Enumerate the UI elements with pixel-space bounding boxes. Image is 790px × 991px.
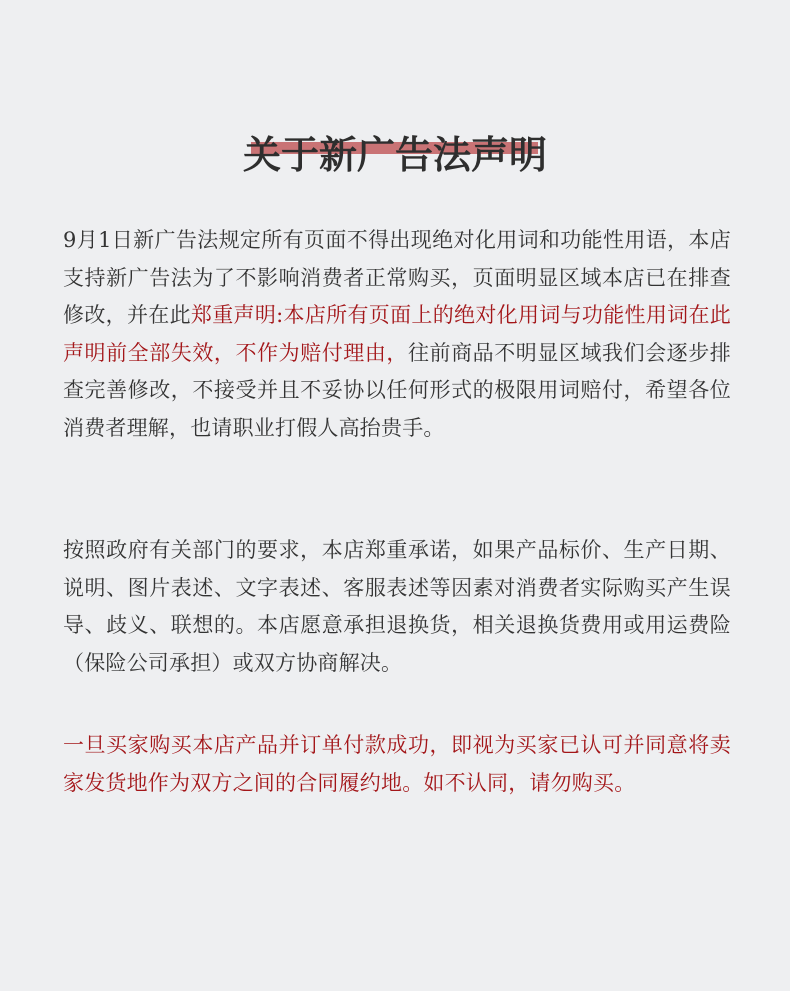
page-title: 关于新广告法声明 <box>242 132 547 178</box>
paragraph-ad-law-intro: 9月1日新广告法规定所有页面不得出现绝对化用词和功能性用语，本店支持新广告法为了不影响消费者正常购买，页面明显区域本店已在排查修改，并在此 <box>63 228 731 327</box>
paragraph-ad-law-outro: 往前商品不明显区域我们会逐步排查完善修改，不接受并且不妥协以任何形式的极限用词赔付，希望各位消费者理解，也请职业打假人高抬贵手。 <box>63 340 732 440</box>
solemn-statement-text: 郑重声明:本店所有页面上的绝对化用词与功能性用词在此声明前全部失效，不作为赔付理由， <box>63 303 731 365</box>
paragraph-contract-place: 一旦买家购买本店产品并订单付款成功，即视为买家已认可并同意将卖家发货地作为双方之间的合同履约地。如不认同，请勿购买。 <box>63 733 731 795</box>
title-block <box>0 98 790 178</box>
paragraph-commitment: 按照政府有关部门的要求，本店郑重承诺，如果产品标价、生产日期、说明、图片表述、文字表述、客服表述等因素对消费者实际购买产生误导、歧义、联想的。本店愿意承担退换货，相关退换货费用或用运费险（保险公司承担）或双方协商解决。 <box>63 538 731 675</box>
paragraph-ad-law <box>63 222 731 447</box>
